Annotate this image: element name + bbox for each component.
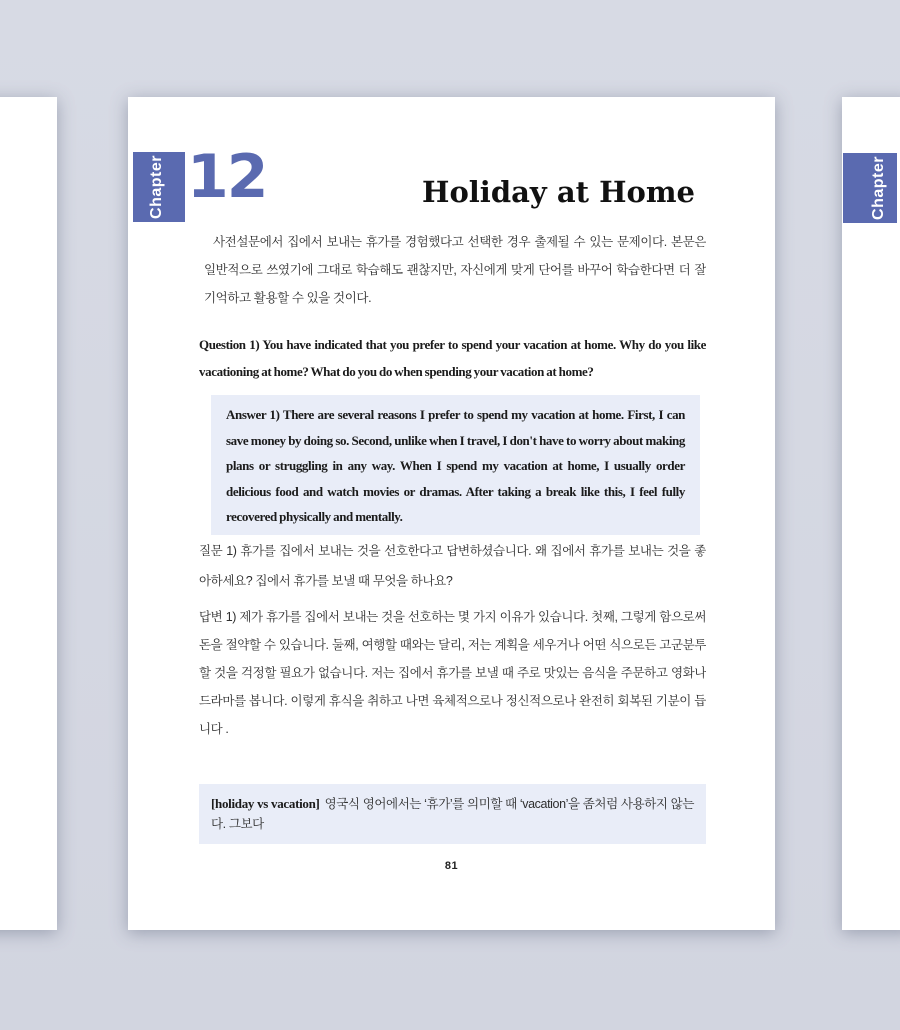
previous-page-edge[interactable] xyxy=(0,97,57,930)
chapter-number: 12 xyxy=(187,142,267,212)
answer-paragraph: Answer 1) There are several reasons I prefer to spend my vacation at home. First, I can save money by doing so. Second, unlike when I travel, I don't have to worry about making plans or struggling in any way. When I spend my vacation at home, I usually order delicious food and watch movies or dramas. After taking a break like this, I feel fully recovered physically and mentally. xyxy=(226,407,685,524)
next-chapter-tab-label: Chapter xyxy=(870,156,887,220)
chapter-tab-label: Chapter xyxy=(148,155,165,219)
note-highlight-box xyxy=(199,784,706,844)
intro-paragraph: 사전설문에서 집에서 보내는 휴가를 경험했다고 선택한 경우 출제될 수 있는 문제이다. 본문은 일반적으로 쓰였기에 그대로 학습해도 괜찮지만, 자신에게 맞게 단어를 바꾸어 학습한다면 더 잘 기억하고 활용할 수 있을 것이다. xyxy=(204,235,706,305)
page-number: 81 xyxy=(444,860,459,872)
note-body-text: 영국식 영어에서는 ‘휴가’를 의미할 때 ‘vacation’을 좀처럼 사용하지 않는다. 그보다 xyxy=(211,797,695,831)
answer-korean-paragraph: 답변 1) 제가 휴가를 집에서 보내는 것을 선호하는 몇 가지 이유가 있습니다. 첫째, 그렇게 함으로써 돈을 절약할 수 있습니다. 둘째, 여행할 때와는 달리, 저는 계획을 세우거나 어떤 식으로든 고군분투할 것을 걱정할 필요가 없습니다. 저는 집에서 휴가를 보낼 때 주로 맛있는 음식을 주문하고 영화나 드라마를 봅니다. 이렇게 휴식을 취하고 나면 육체적으로나 정신적으로나 완전히 회복된 기분이 듭니다 . xyxy=(199,610,706,736)
note-tag-label: [holiday vs vacation] xyxy=(211,796,320,811)
next-page-edge[interactable] xyxy=(842,97,900,930)
question-korean-paragraph: 질문 1) 휴가를 집에서 보내는 것을 선호한다고 답변하셨습니다. 왜 집에서 휴가를 보내는 것을 좋아하세요? 집에서 휴가를 보낼 때 무엇을 하나요? xyxy=(199,544,706,588)
next-chapter-tab xyxy=(843,153,897,223)
chapter-tab xyxy=(133,152,185,222)
book-page xyxy=(128,97,775,930)
answer-highlight-box xyxy=(211,395,700,535)
page-title: Holiday at Home xyxy=(422,175,695,209)
question-paragraph: Question 1) You have indicated that you prefer to spend your vacation at home. Why do you like vacationing at home? What do you do when spending your vacation at home? xyxy=(199,337,706,379)
